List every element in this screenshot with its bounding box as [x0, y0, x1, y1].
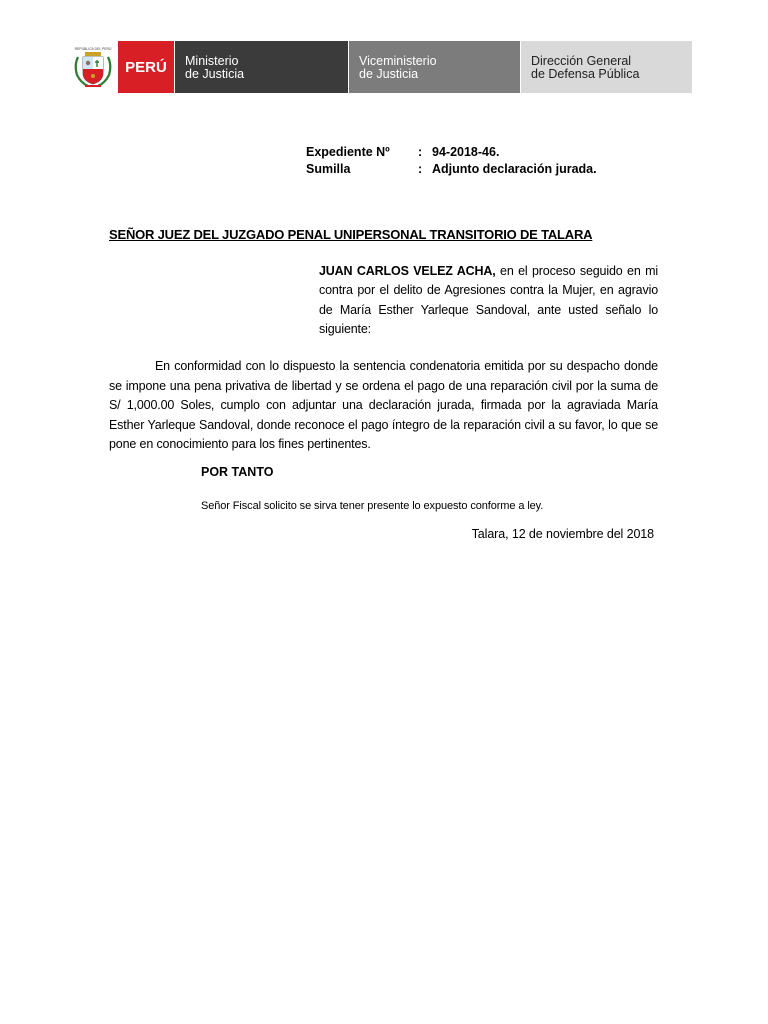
sumilla-row — [306, 160, 597, 177]
direction-line2: de Defensa Pública — [531, 67, 640, 81]
por-tanto-heading: POR TANTO — [201, 465, 274, 479]
peru-crest-icon — [68, 41, 118, 93]
ministry-label — [174, 41, 348, 93]
intro-text: en el proceso seguido en mi contra por el delito de Agresiones contra la Mujer, en agravio de María Esther Yarleque Sandoval, ante usted señalo lo siguiente: — [319, 264, 658, 336]
crest-caption: REPÚBLICA DEL PERÚ — [74, 47, 112, 51]
petitioner-name: JUAN CARLOS VELEZ ACHA, — [319, 264, 496, 278]
direction-label — [520, 41, 692, 93]
country-label: PERÚ — [118, 41, 174, 93]
ministry-line1: Ministerio — [185, 54, 239, 68]
expediente-row — [306, 143, 597, 160]
vice-line2: de Justicia — [359, 67, 419, 81]
viceministry-label — [348, 41, 520, 93]
sumilla-colon: : — [418, 161, 423, 176]
intro-paragraph — [319, 262, 658, 339]
institution-header — [68, 41, 692, 93]
direction-line1: Dirección General — [531, 54, 632, 68]
expediente-label: Expediente Nº — [306, 144, 390, 159]
date-line: Talara, 12 de noviembre del 2018 — [471, 527, 654, 541]
closing-request: Señor Fiscal solicito se sirva tener presente lo expuesto conforme a ley. — [201, 500, 544, 512]
body-paragraph: En conformidad con lo dispuesto la sentencia condenatoria emitida por su despacho donde se impone una pena privativa de libertad y se ordena el pago de una reparación civil por la suma de S/ 1,000.00 Soles, cumplo con adjuntar una declaración jurada, firmada por la agraviada María Esther Yarleque Sandoval, donde reconoce el pago íntegro de la reparación civil a su favor, lo que se pone en conocimiento para los fines pertinentes. — [109, 359, 658, 451]
expediente-value: 94-2018-46. — [432, 144, 500, 159]
sumilla-label: Sumilla — [306, 161, 351, 176]
expediente-colon: : — [418, 144, 423, 159]
ministry-line2: de Justicia — [185, 67, 245, 81]
case-meta — [306, 143, 597, 177]
vice-line1: Viceministerio — [359, 54, 437, 68]
sumilla-value: Adjunto declaración jurada. — [432, 161, 597, 176]
addressee-heading: SEÑOR JUEZ DEL JUZGADO PENAL UNIPERSONAL TRANSITORIO DE TALARA — [109, 227, 593, 242]
